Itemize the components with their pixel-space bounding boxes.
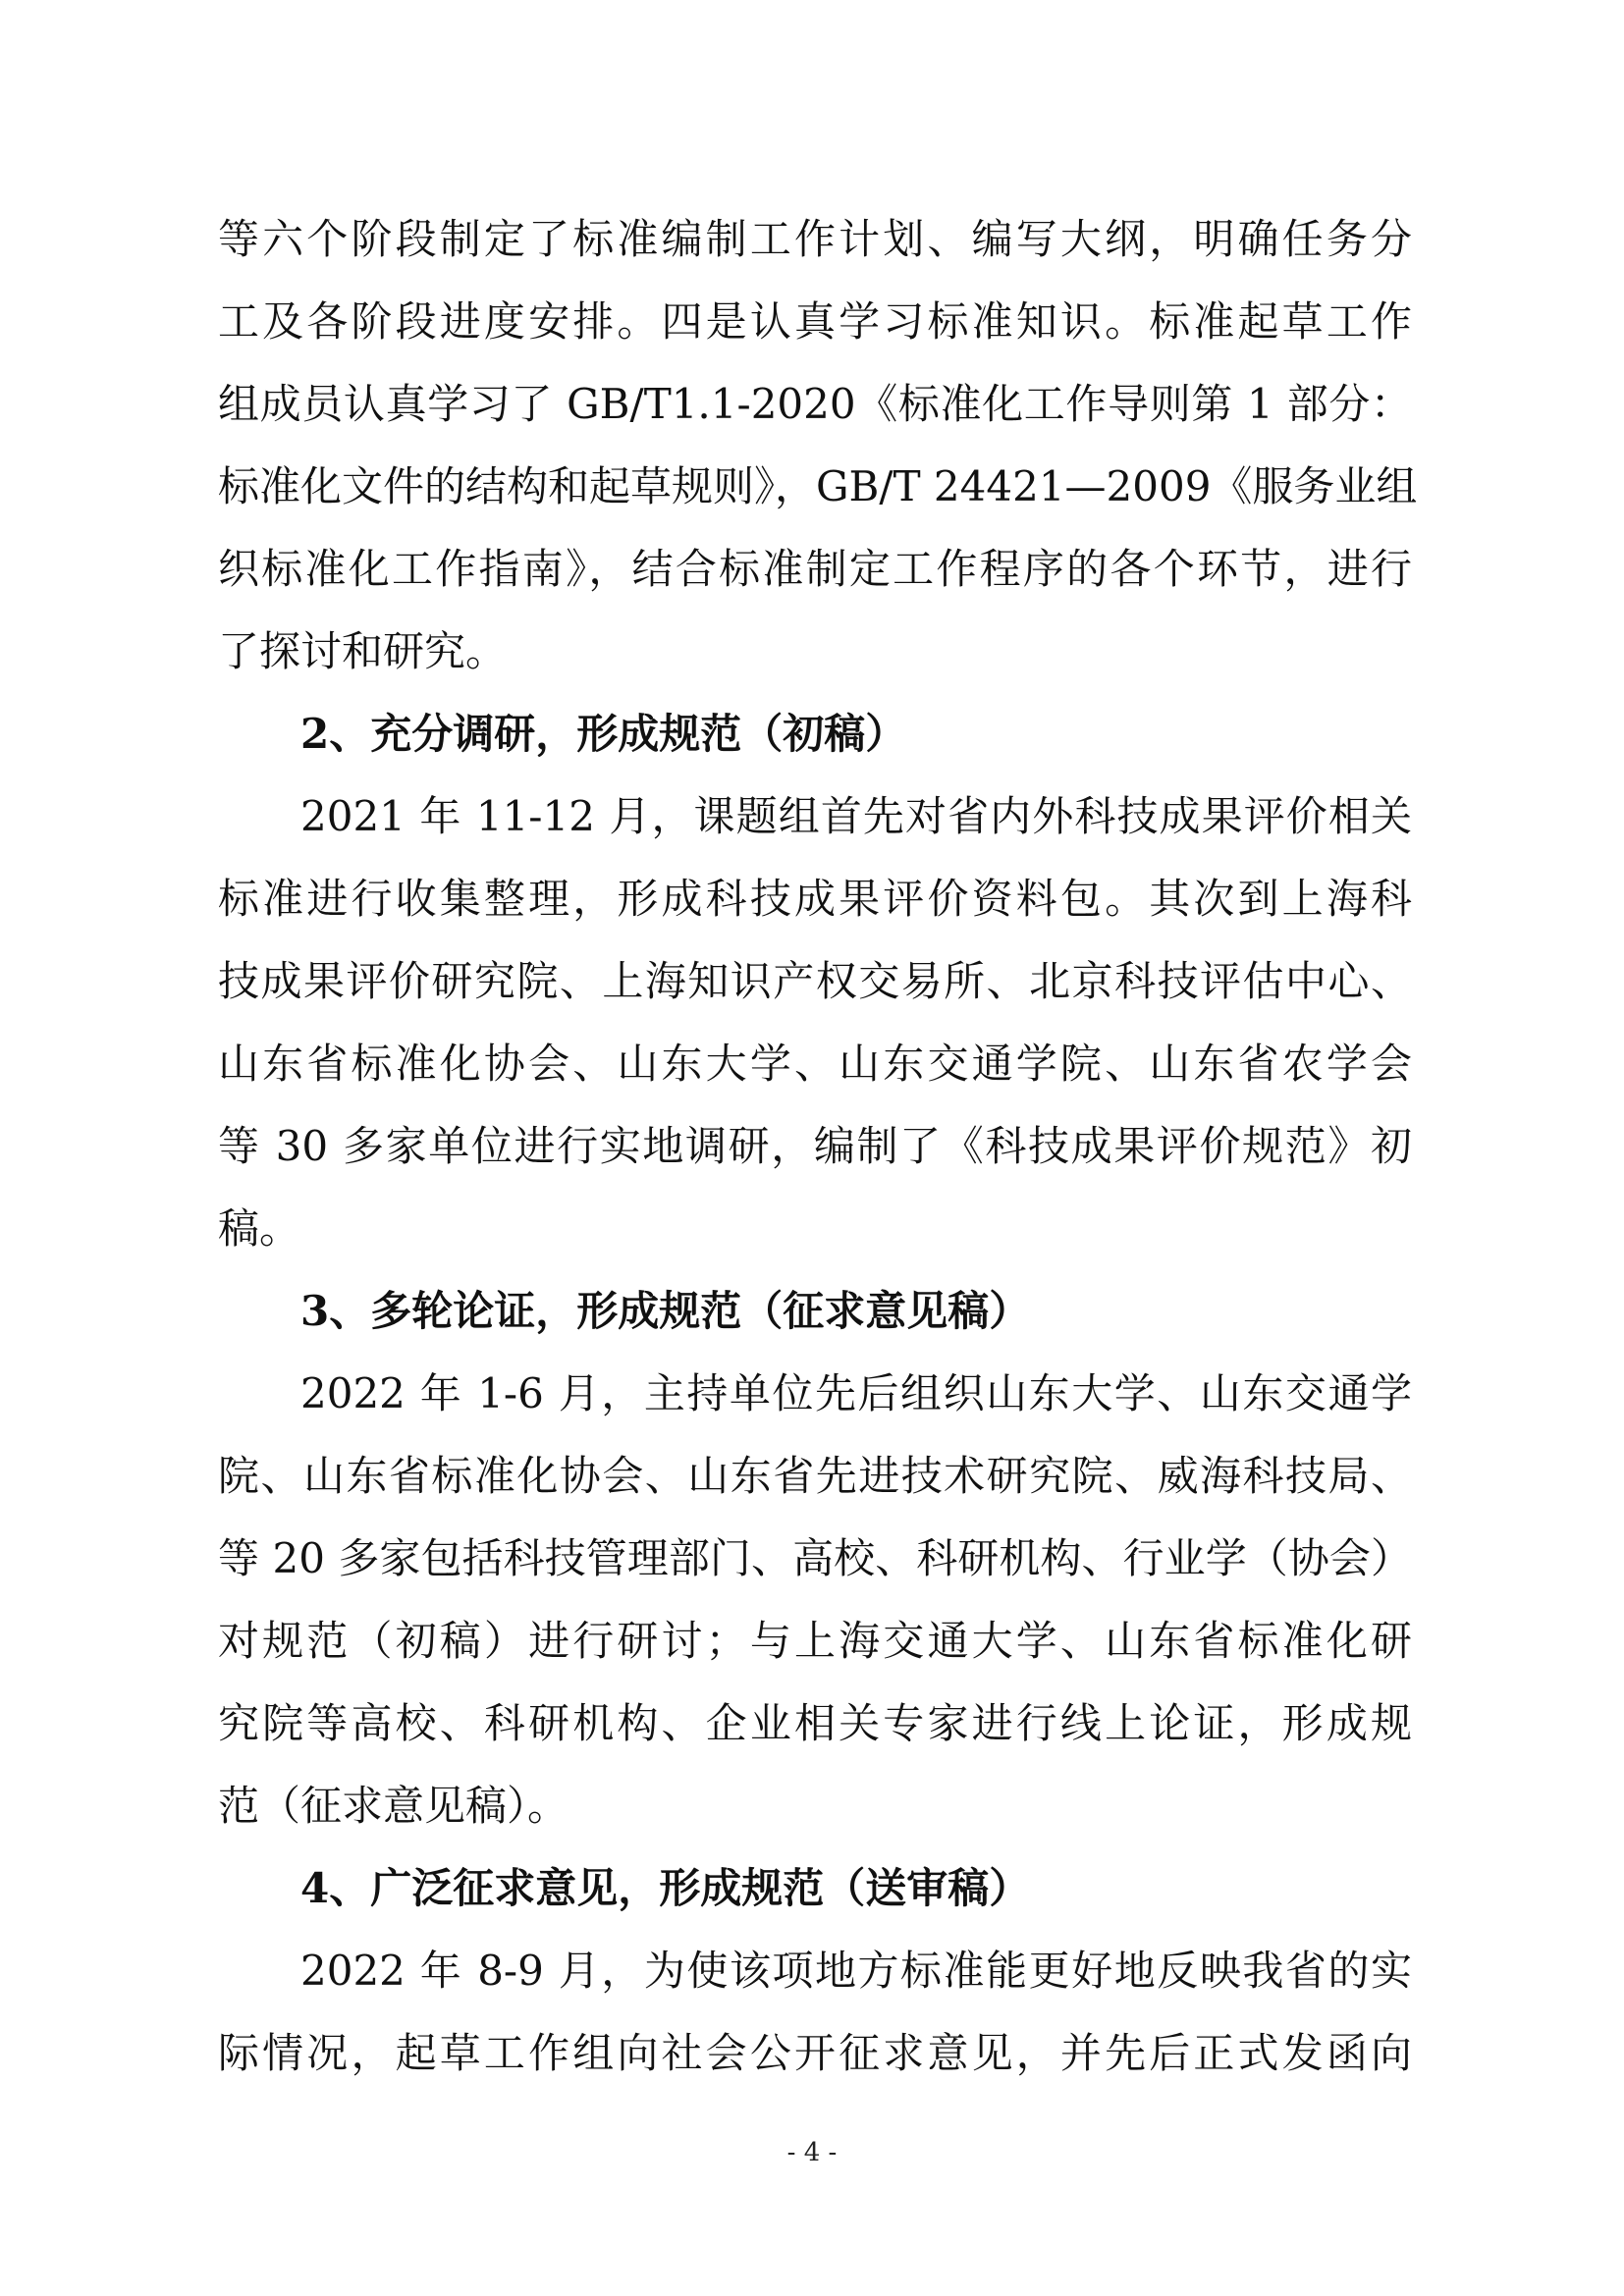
body-text-line: 标准进行收集整理，形成科技成果评价资料包。其次到上海科 <box>218 875 1412 923</box>
body-text-line: 等 30 多家单位进行实地调研，编制了《科技成果评价规范》初 <box>218 1122 1412 1170</box>
body-text-line: 际情况，起草工作组向社会公开征求意见，并先后正式发函向 <box>218 2029 1412 2077</box>
body-text-line: 范（征求意见稿）。 <box>218 1782 569 1830</box>
body-text-line: 2022 年 8-9 月，为使该项地方标准能更好地反映我省的实 <box>300 1947 1412 1995</box>
body-text-line: 标准化文件的结构和起草规则》，GB/T 24421—2009《服务业组 <box>218 462 1418 510</box>
body-text-line: 织标准化工作指南》，结合标准制定工作程序的各个环节，进行 <box>218 545 1412 593</box>
body-text-line: 2022 年 1-6 月，主持单位先后组织山东大学、山东交通学 <box>300 1369 1412 1417</box>
body-text-line: 组成员认真学习了 GB/T1.1-2020《标准化工作导则第 1 部分： <box>218 380 1412 428</box>
body-text-line: 究院等高校、科研机构、企业相关专家进行线上论证，形成规 <box>218 1699 1412 1747</box>
body-text-line: 工及各阶段进度安排。四是认真学习标准知识。标准起草工作 <box>218 297 1412 346</box>
page-number: - 4 - <box>786 2138 838 2167</box>
section-heading: 4、广泛征求意见，形成规范（送审稿） <box>300 1864 1031 1912</box>
body-text-line: 等 20 多家包括科技管理部门、高校、科研机构、行业学（协会） <box>218 1534 1412 1582</box>
section-heading: 2、充分调研，形成规范（初稿） <box>300 710 907 758</box>
body-text-line: 院、山东省标准化协会、山东省先进技术研究院、威海科技局、 <box>218 1452 1412 1500</box>
body-text-line: 2021 年 11-12 月，课题组首先对省内外科技成果评价相关 <box>300 792 1412 840</box>
body-text-line: 山东省标准化协会、山东大学、山东交通学院、山东省农学会 <box>218 1040 1412 1088</box>
body-text-line: 等六个阶段制定了标准编制工作计划、编写大纲，明确任务分 <box>218 215 1412 263</box>
section-heading: 3、多轮论证，形成规范（征求意见稿） <box>300 1287 1031 1335</box>
body-text-line: 技成果评价研究院、上海知识产权交易所、北京科技评估中心、 <box>218 957 1412 1005</box>
body-text-line: 稿。 <box>218 1204 301 1253</box>
body-text-line: 对规范（初稿）进行研讨；与上海交通大学、山东省标准化研 <box>218 1617 1412 1665</box>
body-text-line: 了探讨和研究。 <box>218 627 508 675</box>
